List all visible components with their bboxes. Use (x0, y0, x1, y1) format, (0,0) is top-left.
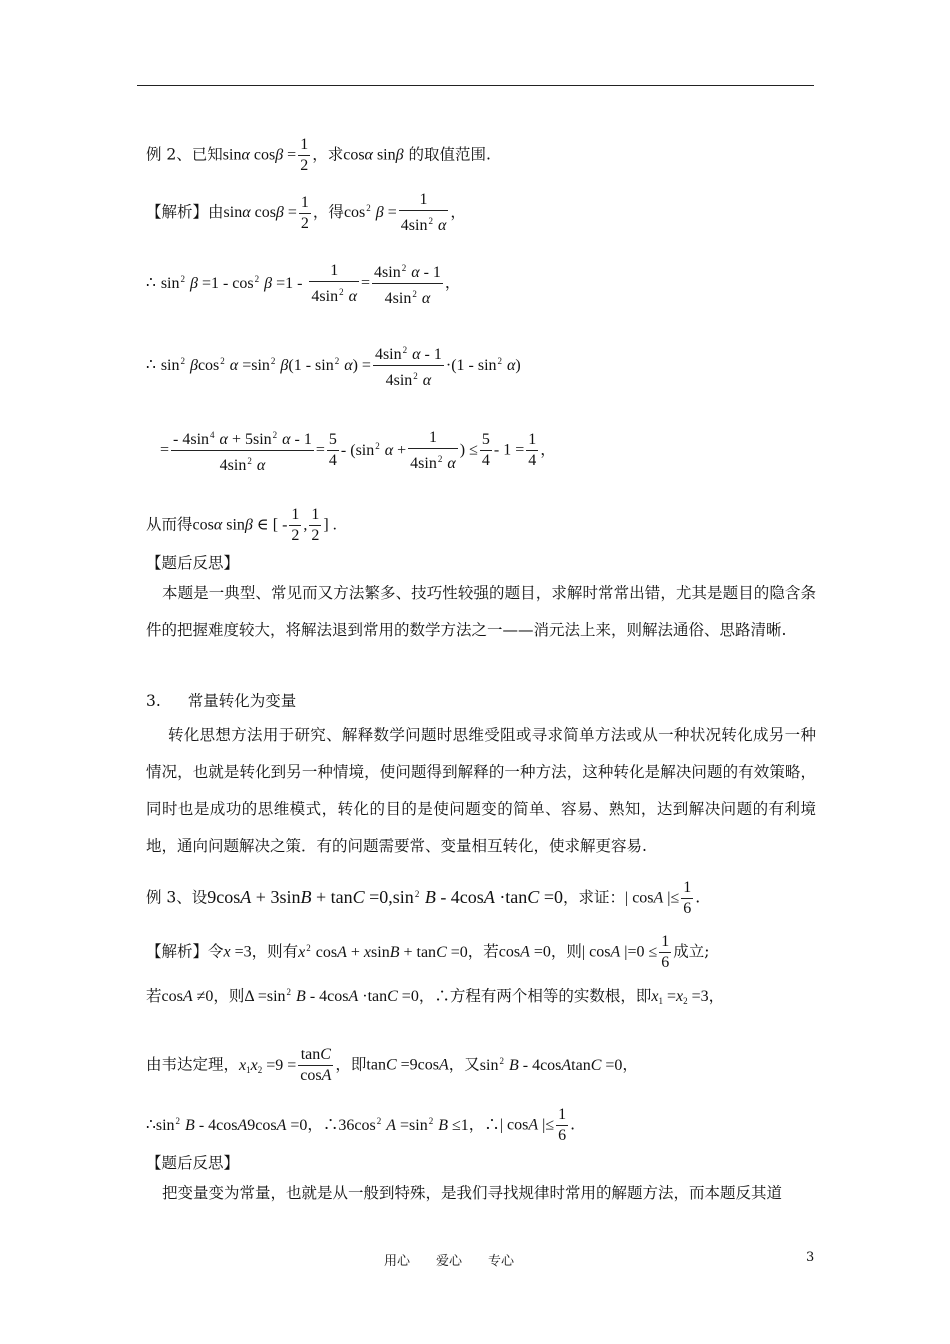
solution-2-line-3: ∴ $\sin^2 \beta\cos^2$ $\alpha =\sin^2$ $\beta(1 - \sin^2 \alpha)$ = $\frac{4\sin^2 \alpha - 1}{4\sin^2 \alpha}$ $\cdot(1 - \sin^2 \alpha)$ (146, 340, 521, 391)
footer-center: 用心 爱心 专心 (384, 1254, 515, 1269)
solution-2-label: 【解析】由 (146, 203, 224, 221)
section-3-text: 转化思想方法用于研究、解释数学问题时思维受阻或寻求简单方法或从一种状况转化成另一种情况，也就是转化到另一种情境，使问题得到解释的一种方法，这种转化是解决问题的有效策略，同时也是成功的思维模式，转化的目的是使问题变的简单、容易、熟知，达到解决问题的有利境地，通向问题解决之策．有的问题需要常、变量相互转化，使求解更容易. (146, 726, 816, 855)
solution-3-line-3: 由韦达定理，$x_1x_2 =9$ = $\frac{\tan C}{\cos A}$ ，即tanC =9cosA，又$\sin^2 B$ - 4cosAtanC =0， (146, 1046, 638, 1084)
solution-2-line-2: ∴ $\sin^2 \beta =1 - \cos^2 \beta =1$ - $\frac{1}{4\sin^2 \alpha}$ = $\frac{4\sin^2 \alpha - 1}{4\sin^2 \alpha}$ ， (146, 258, 460, 309)
section-3-number: 3. (146, 692, 161, 710)
solution-3-line-2: 若cosA ≠0，则$\Delta =\sin^2$ B - 4cosA ·tanC =0，∴方程有两个相等的实数根，即$x_1 =x_2 =3$， (146, 987, 725, 1006)
example-3-question: 例 3、设$9\cos A + 3\sin B + \tan C =0,\sin^2$ B - 4cosA ·tanC =0，求证：| cosA |≤ $\frac{1}{6}$ . (146, 879, 701, 917)
reflection-1-text: 本题是一典型、常见而又方法繁多、技巧性较强的题目，求解时常常出错，尤其是题目的隐含条件的把握难度较大，将解法退到常用的数学方法之一——消元法上来，则解法通俗、思路清晰. (146, 584, 816, 639)
example-2-prefix: 例 2、已知 (146, 145, 223, 164)
solution-3-line-1: 【解析】令x =3，则有$x^2$ cosA + xsinB + tanC =0，若cosA =0，则| cosA |=0 ≤ $\frac{1}{6}$ 成立; (146, 933, 710, 971)
solution-2-line-1: 【解析】由sinα cosβ = $\frac{1}{2}$ ，得$\cos^2 \beta$ = $\frac{1}{4\sin^2 \alpha}$ ， (146, 191, 466, 234)
example-2-question: 例 2、已知sinα cosβ = $\frac{1}{2}$ ，求cosα sinβ 的取值范围. (146, 136, 491, 174)
reflection-2-text: 把变量变为常量，也就是从一般到特殊，是我们寻找规律时常用的解题方法，而本题反其道 (162, 1184, 783, 1202)
reflection-2-label: 【题后反思】 (146, 1154, 240, 1172)
solution-2-conclusion: 从而得cosα sinβ ∈ [ - $\frac{1}{2}$ , $\frac{1}{2}$ ] . (146, 506, 337, 544)
reflection-1-label: 【题后反思】 (146, 554, 240, 572)
solution-2-line-4: = $\frac{- 4\sin^4 \alpha + 5\sin^2 \alpha - 1}{4\sin^2 \alpha}$ = $\frac{5}{4}$ - ($\sin^2$ α + $\frac{1}{4\sin^2 \alpha}$ ) ≤ $\frac{5}{4}$ - 1 = $\frac{1}{4}$ ， (160, 425, 556, 476)
header-rule (137, 85, 814, 86)
page-number: 3 (806, 1250, 815, 1265)
section-3-title: 常量转化为变量 (187, 692, 297, 710)
section-3-heading (146, 694, 296, 710)
solution-3-line-4: $\therefore\sin^2$ B - 4cosA9cosA =0，$\therefore 36\cos^2$ $A =\sin^2$ B ≤1，∴| cosA |≤ $\frac{1}{6}$ . (146, 1106, 576, 1144)
example-2-question-tail: 的取值范围. (408, 145, 491, 164)
